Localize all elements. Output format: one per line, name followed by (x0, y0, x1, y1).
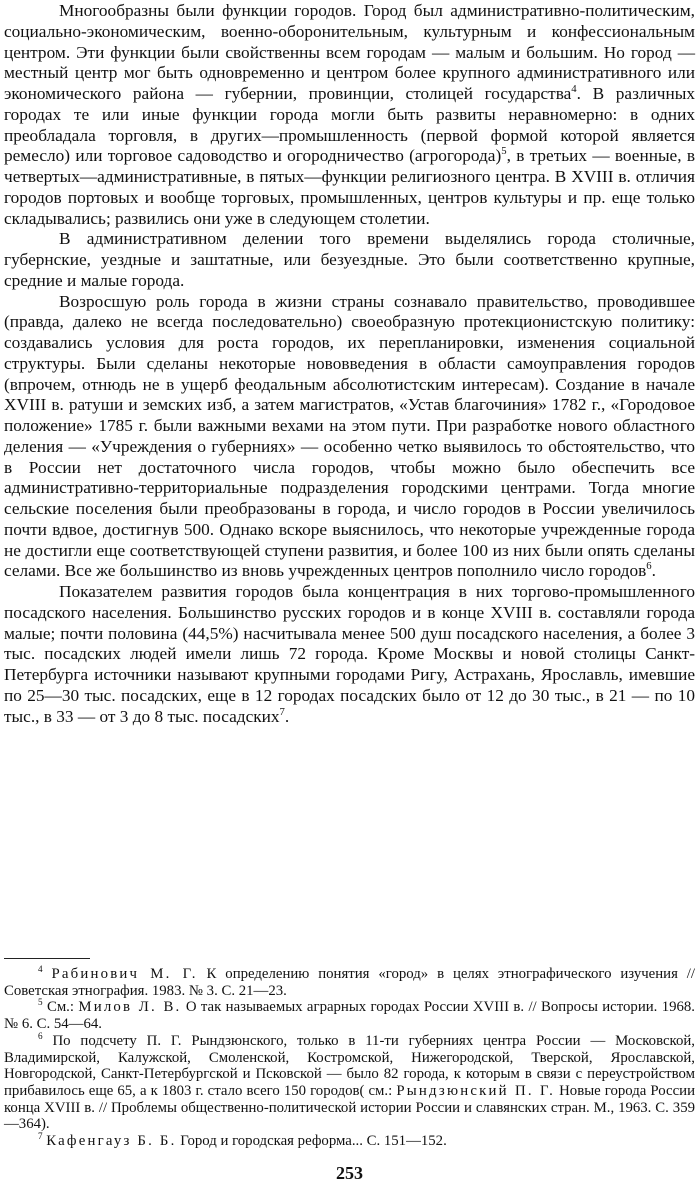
footnote-author: Рындзюнский П. Г. (396, 1082, 556, 1099)
paragraph: Показателем развития городов была концентрация в них торгово-промышленного посадского населения. Большинство русских городов и в конце XVIII в. составляли города малые; почти половина (44,5%) насчитывала менее 500 душ посадского населения, а более 3 тыс. посадских людей имели лишь 72 города. Кроме Москвы и новой столицы Санкт-Петербурга источники называют крупными городами Ригу, Астрахань, Ярославль, имевшие по 25—30 тыс. посадских, еще в 12 городах посадских было от 12 до 30 тыс., в 21 — по 10 тыс., в 33 — от 3 до 8 тыс. посадских$^7$. (4, 582, 695, 726)
footnotes (4, 966, 695, 1150)
footnote: $^5$ См.: Милов Л. В. О так называемых аграрных городах России XVIII в. // Вопросы истории. 1968. № 6. С. 54—64. (4, 997, 696, 1033)
footnote-ref[interactable]: 6 (646, 560, 652, 573)
footnote-author: Рабинович М. Г. (51, 966, 198, 982)
footnote-author: Милов Л. В. (78, 999, 182, 1016)
footnote-author: Кафенгауз Б. Б. (46, 1133, 177, 1150)
page-number: 253 (336, 1163, 363, 1183)
footnote: $^6$ По подсчету П. Г. Рындзюнского, только в 11-ти губерниях центра России — Московской, Владимирской, Калужской, Смоленской, Костромской, Нижегородской, Тверской, Ярославской, Новгородской, Санкт-Петербургской и Псковской — было 82 города, к которым в связи с переустройством прибавилось еще 65, а к 1803 г. стало всего 150 городов( см.: Рындзюнский П. Г. Новые города России конца XVIII в. // Проблемы общественно-политической истории России и славянских стран. М., 1963. С. 359—364). (4, 1030, 696, 1133)
paragraph: Возросшую роль города в жизни страны сознавало правительство, проводившее (правда, далеко не всегда последовательно) своеобразную протекционистскую политику: создавались условия для роста городов, их перепланировки, изменения социальной структуры. Были сделаны некоторые нововведения в области самоуправления городов (впрочем, отнюдь не в ущерб феодальным абсолютистским интересам). Создание в начале XVIII в. ратуши и земских изб, а затем магистратов, «Устав благочиния» 1782 г., «Городовое положение» 1785 г. были важными вехами на этом пути. При разработке нового областного деления — «Учреждения о губерниях» — особенно четко выявилось то обстоятельство, что в России нет достаточного числа городов, чтобы можно было обеспечить все административно-территориальные подразделения городскими центрами. Тогда многие сельские поселения были преобразованы в города, и число городов в России увеличилось почти вдвое, достигнув 500. Однако вскоре выяснилось, что некоторые учрежденные города не достигли еще соответствующей ступени развития, и более 100 из них были опять сделаны селами. Все же большинство из вновь учрежденных центров пополнило число городов$^6$. (4, 291, 695, 581)
footnote: $^4$ Рабинович М. Г. К определению понятия «город» в целях этнографического изучения // Советская этнография. 1983. № 3. С. 21—23. (4, 964, 696, 999)
paragraph: В административном делении того времени выделялись города столичные, губернские, уездные и заштатные, или безуездные. Это были соответственно крупные, средние и малые города. (4, 229, 695, 290)
paragraph: Многообразны были функции городов. Город был административно-политическим, социально-экономическим, военно-оборонительным, культурным и конфессиональным центром. Эти функции были свойственны всем городам — малым и большим. Но город — местный центр мог быть одновременно и центром более крупного административного или экономического района — губернии, провинции, столицей государства$^4$. В различных городах те или иные функции города могли быть развиты неравномерно: в одних преобладала торговля, в других—промышленность (первой формой которой является ремесло) или торговое садоводство и огородничество (агрогорода)$^5$, в третьих — военные, в четвертых—административные, в пятых—функции религиозного центра. В XVIII в. отличия городов портовых и вообще торговых, промышленных, центров культуры и пр. еще только складывались; развились они уже в следующем столетии. (4, 1, 695, 228)
footnote: $^7$ Кафенгауз Б. Б. Город и городская реформа... С. 151—152. (38, 1131, 447, 1150)
footnote-ref[interactable]: 7 (279, 705, 285, 718)
footnote-ref[interactable]: 4 (571, 83, 577, 96)
footnote-divider (4, 958, 90, 959)
footnote-ref[interactable]: 5 (501, 145, 507, 158)
main-text (4, 1, 695, 727)
